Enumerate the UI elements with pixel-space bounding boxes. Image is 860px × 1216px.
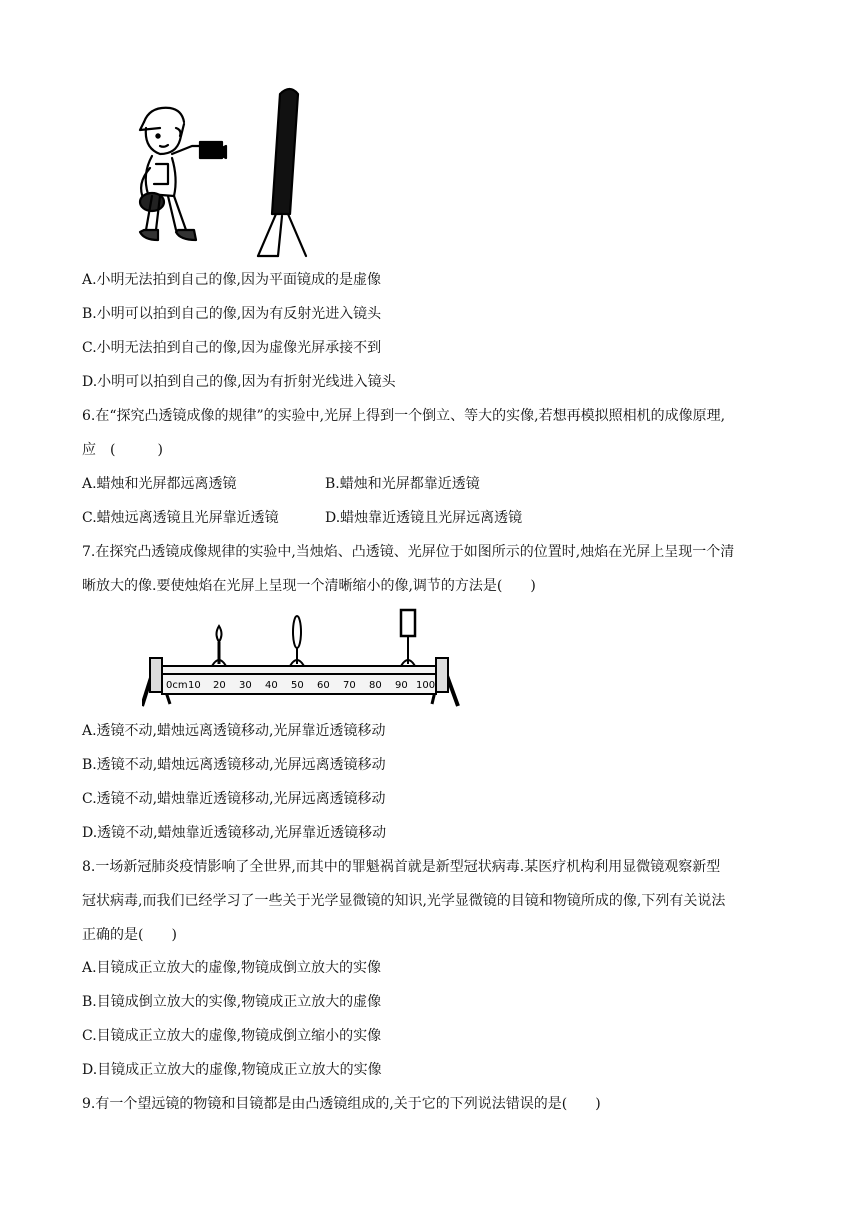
bench-tick-100: 100 — [416, 680, 436, 691]
q8-option-a: A.目镜成正立放大的虚像,物镜成倒立放大的实像 — [82, 960, 382, 976]
q6-stem-line2: 应 ( ) — [82, 442, 163, 458]
q8-option-b: B.目镜成倒立放大的实像,物镜成正立放大的虚像 — [82, 994, 382, 1010]
q6-option-d: D.蜡烛靠近透镜且光屏远离透镜 — [325, 510, 523, 526]
q9-stem-line1: 9.有一个望远镜的物镜和目镜都是由凸透镜组成的,关于它的下列说法错误的是( ) — [82, 1096, 601, 1112]
optical-bench-figure — [142, 604, 482, 708]
q6-stem-line1: 6.在“探究凸透镜成像的规律”的实验中,光屏上得到一个倒立、等大的实像,若想再模拟照相机的成像原理, — [82, 408, 726, 424]
q7-option-a: A.透镜不动,蜡烛远离透镜移动,光屏靠近透镜移动 — [82, 723, 386, 739]
q6-option-b: B.蜡烛和光屏都靠近透镜 — [325, 476, 480, 492]
q7-stem-line1: 7.在探究凸透镜成像规律的实验中,当烛焰、凸透镜、光屏位于如图所示的位置时,烛焰在光屏上呈现一个清 — [82, 544, 735, 560]
bench-tick-80: 80 — [369, 680, 382, 691]
bench-tick-60: 60 — [317, 680, 330, 691]
q5-option-c: C.小明无法拍到自己的像,因为虚像光屏承接不到 — [82, 340, 382, 356]
q7-option-c: C.透镜不动,蜡烛靠近透镜移动,光屏远离透镜移动 — [82, 791, 386, 807]
bench-tick-10: 10 — [188, 680, 201, 691]
bench-tick-0: 0cm — [166, 680, 188, 691]
q8-stem-line1: 8.一场新冠肺炎疫情影响了全世界,而其中的罪魁祸首就是新型冠状病毒.某医疗机构利用显微镜观察新型 — [82, 859, 721, 875]
q8-stem-line2: 冠状病毒,而我们已经学习了一些关于光学显微镜的知识,光学显微镜的目镜和物镜所成的像,下列有关说法 — [82, 893, 726, 909]
q6-option-a: A.蜡烛和光屏都远离透镜 — [82, 476, 237, 492]
bench-tick-30: 30 — [239, 680, 252, 691]
bench-tick-20: 20 — [213, 680, 226, 691]
q7-option-d: D.透镜不动,蜡烛靠近透镜移动,光屏靠近透镜移动 — [82, 825, 387, 841]
q5-option-d: D.小明可以拍到自己的像,因为有折射光线进入镜头 — [82, 374, 396, 390]
q7-stem-line2: 晰放大的像.要使烛焰在光屏上呈现一个清晰缩小的像,调节的方法是( ) — [82, 578, 536, 594]
bench-tick-90: 90 — [395, 680, 408, 691]
q8-stem-line3: 正确的是( ) — [82, 927, 177, 943]
q6-option-c: C.蜡烛远离透镜且光屏靠近透镜 — [82, 510, 279, 526]
q7-option-b: B.透镜不动,蜡烛远离透镜移动,光屏远离透镜移动 — [82, 757, 386, 773]
bench-tick-40: 40 — [265, 680, 278, 691]
q5-option-b: B.小明可以拍到自己的像,因为有反射光进入镜头 — [82, 306, 382, 322]
bench-tick-70: 70 — [343, 680, 356, 691]
boy-camera-mirror-figure — [130, 84, 330, 260]
q8-option-d: D.目镜成正立放大的虚像,物镜成正立放大的实像 — [82, 1062, 382, 1078]
q5-option-a: A.小明无法拍到自己的像,因为平面镜成的是虚像 — [82, 272, 382, 288]
bench-tick-50: 50 — [291, 680, 304, 691]
q8-option-c: C.目镜成正立放大的虚像,物镜成倒立缩小的实像 — [82, 1028, 382, 1044]
